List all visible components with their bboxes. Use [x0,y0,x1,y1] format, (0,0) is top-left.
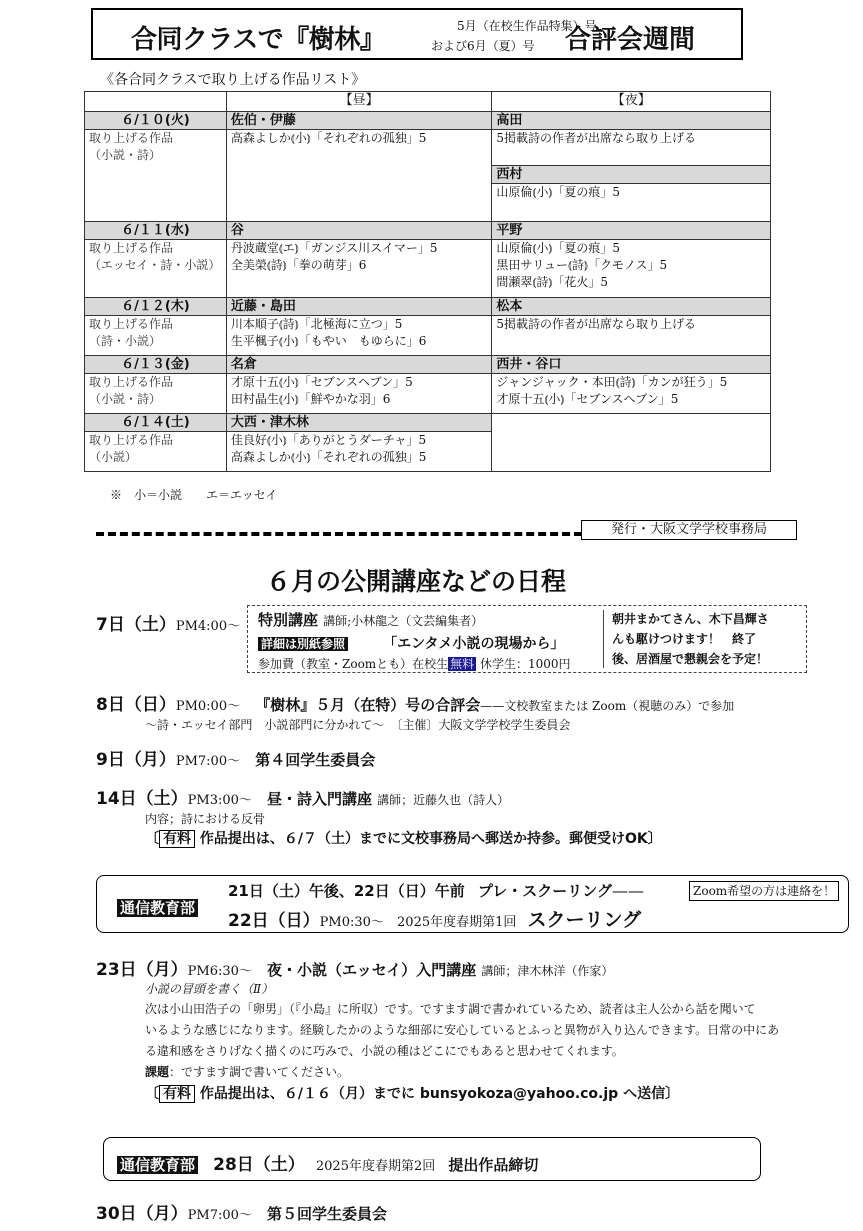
night-empty [492,414,771,472]
event-date: 8日（日） [96,695,176,715]
event-8-sub: 〜詩・エッセイ部門 小説部門に分かれて〜 〔主催〕大阪文学学校学生委員会 [145,718,571,732]
event-lecturer: 講師；近藤久也（詩人） [377,793,510,807]
night-teacher: 西井・谷口 [492,356,771,374]
event-8 [96,690,734,715]
work-item: 高森よしか⦅小⦆「それぞれの孤独」5 [230,131,427,145]
header-day: 【昼】 [226,92,492,112]
night-works [492,374,771,414]
event-title: 夜・小説（エッセイ）入門講座 [267,961,477,979]
work-item: 5掲載詩の作者が出席なら取り上げる [496,131,697,145]
body-line: いるような感じになります。経験したかのような細部に安心しているとふっと異物が入り込んできます。日常の中にあ [145,1023,780,1037]
event-time: PM4:00〜 [175,619,241,634]
work-item: 山原倫⦅小⦆「夏の痕」5 [496,241,621,255]
note-line: 朝井まかてさん、木下昌輝さ [612,612,769,626]
day-teacher: 名倉 [226,356,492,374]
day-works [226,374,492,414]
event-lecturer: 講師；津木林洋（作家） [481,964,614,978]
day-teacher: 近藤・島田 [226,298,492,316]
night-teacher: 松本 [492,298,771,316]
table-row [85,240,771,298]
event-title: 第５回学生委員会 [267,1205,388,1223]
submit-text: 作品提出は、６/１６（月）までに bunsyokoza@yahoo.co.jp へ送信 [199,1086,666,1102]
row-label-text: 取り上げる作品 [89,433,174,447]
row-label [85,240,227,298]
row-label-text: 取り上げる作品 [89,131,174,145]
badge [117,897,198,918]
publisher-box: 発行・大阪文学学校事務局 [581,520,797,540]
work-item: 黒田サリュー⦅詩⦆「クモノス」5 [496,258,668,272]
event-title: 特別講座 [258,611,319,629]
table-row [85,222,771,240]
row-date: ６/１３(金) [85,356,227,374]
table-row [85,374,771,414]
day-teacher: 佐伯・伊藤 [226,112,492,130]
row-label-text: 取り上げる作品 [89,317,174,331]
work-item: 才原十五⦅小⦆「セブンスヘブン」5 [496,392,679,406]
event-23-submit: 〔 有料 作品提出は、６/１６（月）までに bunsyokoza@yahoo.co.jp へ送信〕 [145,1086,680,1102]
night-works [492,130,771,166]
day-works [226,316,492,356]
day-teacher: 谷 [226,222,492,240]
title-suffix: 合評会週間 [565,25,696,55]
event-title: 昼・詩入門講座 [267,790,373,808]
body-line: 次は小山田浩子の「卵男」（『小島』に所収）です。ですます調で書かれているため、読者は主人公から話を聞いて [145,1002,756,1016]
row-date: ６/１１(水) [85,222,227,240]
correspondence-badge: 通信教育部 [117,1156,198,1174]
event-21 [228,880,644,901]
page-title: 合同クラスで『樹林』 [131,25,386,55]
event-note: ——文校教室または Zoom（視聴のみ）で参加 [480,699,735,713]
row-genre: （小説・詩） [89,148,162,162]
work-item: 佳良好⦅小⦆「ありがとうダーチャ」5 [230,433,427,447]
row-label-text: 取り上げる作品 [89,375,174,389]
legend: ※ 小＝小説 エ＝エッセイ [110,488,278,502]
paid-badge: 有料 [159,830,195,848]
table-row [85,316,771,356]
note-line: 後、居酒屋で懇親会を予定！ [612,652,769,666]
event-date: 30日（月） [96,1204,188,1224]
event-title: 第４回学生委員会 [255,751,376,769]
day-works [226,240,492,298]
day-works [226,432,492,472]
event-30 [96,1199,387,1224]
event-28 [117,1150,538,1175]
event-time: PM0:00〜 [175,699,241,714]
event-time: PM3:00〜 [187,793,252,808]
row-genre: （小説） [89,450,138,464]
row-label-text: 取り上げる作品 [89,241,174,255]
event-date: 14日（土） [96,789,188,809]
event-22 [228,905,641,932]
work-item: 生平楓子⦅小⦆「もやい もゆらに」6 [230,334,427,348]
event-title: プレ・スクーリング [477,882,612,900]
event-date: 23日（月） [96,960,188,980]
note-line: んも駆けつけます！ 終了 [612,632,757,646]
list-caption: 《各合同クラスで取り上げる作品リスト》 [100,72,366,88]
work-item: 5掲載詩の作者が出席なら取り上げる [496,317,697,331]
event-title: 提出作品締切 [448,1156,539,1174]
table-row [85,298,771,316]
event-date: 28日（土） [213,1155,305,1175]
event-time: PM7:00〜 [175,754,241,769]
fee-text: 参加費（教室・Zoomとも）在校生 [258,657,449,671]
task-label: 課題 [145,1065,170,1079]
table-row [85,356,771,374]
row-label [85,130,227,222]
event-23-theme: 小説の冒頭を書く（Ⅱ） [145,982,274,996]
header-empty [85,92,227,112]
row-label [85,374,227,414]
event-date: 7日（土） [96,615,176,635]
table-header-row [85,92,771,112]
dash: —— [611,881,644,900]
schedule-table [84,91,771,472]
work-item: 丹波蔵堂⦅エ⦆「ガンジス川スイマー」5 [230,241,438,255]
row-genre: （詩・小説） [89,334,162,348]
title-subtitle-1: 5月（在校生作品特集）号、 [457,19,609,33]
row-genre: （エッセイ・詩・小説） [89,258,221,272]
submit-text: 作品提出は、６/７（土）までに文校事務局へ郵送か持参。郵便受けOK [199,831,648,847]
night-works [492,316,771,356]
work-item: 才原十五⦅小⦆「セブンスヘブン」5 [230,375,413,389]
day-teacher: 大西・津木林 [226,414,492,432]
table-row [85,414,771,432]
event-term: 2025年度春期第2回 [315,1159,436,1174]
work-item: 田村晶生⦅小⦆「鮮やかな羽」6 [230,392,391,406]
night-teacher-2: 西村 [492,166,771,184]
task-text: ：ですます調で書いてください。 [169,1065,350,1079]
detail-badge: 詳細は別紙参照 [258,637,348,651]
table-row [85,130,771,166]
paid-badge: 有料 [159,1085,195,1103]
table-row [85,112,771,130]
row-genre: （小説・詩） [89,392,162,406]
event-title: 『樹林』５月（在特）号の合評会 [255,696,481,714]
event-lecturer: 講師;小林龍之（文芸編集者） [323,614,484,628]
row-date: ６/１４(土) [85,414,227,432]
body-line: る違和感をさりげなく描くのに巧みで、小説の種はどこにでもあると思わせてくれます。 [145,1044,624,1058]
work-item: 全美榮⦅詩⦆「拳の萌芽」6 [230,258,367,272]
event-7 [96,610,240,635]
event-date: 9日（月） [96,750,176,770]
event-9 [96,745,375,770]
fee-text-2: 休学生：1000円 [480,657,571,671]
title-subtitle-2: および6月（夏）号 [431,39,535,53]
work-item: ジャンジャック・本田⦅詩⦆「カンが狂う」5 [496,375,728,389]
event-14 [96,784,509,809]
note-divider [603,610,604,668]
note-block [612,609,769,669]
event-time: PM0:30〜 [319,915,384,930]
night-teacher: 平野 [492,222,771,240]
event-time: PM7:00〜 [187,1208,252,1223]
event-date: 21日（土）午後、22日（日）午前 [228,882,465,900]
work-item: 山原倫⦅小⦆「夏の痕」5 [496,185,621,199]
special-lecture-box [247,605,807,673]
night-works [492,240,771,298]
work-item: 川本順子⦅詩⦆「北極海に立つ」5 [230,317,403,331]
schedule-title: ６月の公開講座などの日程 [266,567,567,596]
zoom-note: Zoom希望の方は連絡を！ [689,881,839,901]
event-subtitle: 「エンタメ小説の現場から」 [383,636,565,652]
header-night: 【夜】 [492,92,771,112]
free-badge: 無料 [450,657,475,671]
row-date: ６/１２(木) [85,298,227,316]
dashed-divider [96,532,582,536]
work-item: 高森よしか⦅小⦆「それぞれの孤独」5 [230,450,427,464]
night-teacher: 高田 [492,112,771,130]
day-works [226,130,492,222]
event-23 [96,955,613,980]
row-date: ６/１０(火) [85,112,227,130]
event-14-content: 内容；詩における反骨 [145,812,266,826]
event-time: PM6:30〜 [187,964,252,979]
event-date: 22日（日） [228,911,320,931]
row-label [85,316,227,356]
event-term: 2025年度春期第1回 [397,915,517,930]
event-23-body [145,999,845,1083]
work-item: 間瀬翠⦅詩⦆「花火」5 [496,275,609,289]
title-box [91,8,743,60]
night-works-2 [492,184,771,222]
event-title: スクーリング [527,909,642,931]
correspondence-badge: 通信教育部 [117,899,198,917]
row-label [85,432,227,472]
event-14-submit: 〔 有料 作品提出は、６/７（土）までに文校事務局へ郵送か持参。郵便受けOK〕 [145,831,662,847]
